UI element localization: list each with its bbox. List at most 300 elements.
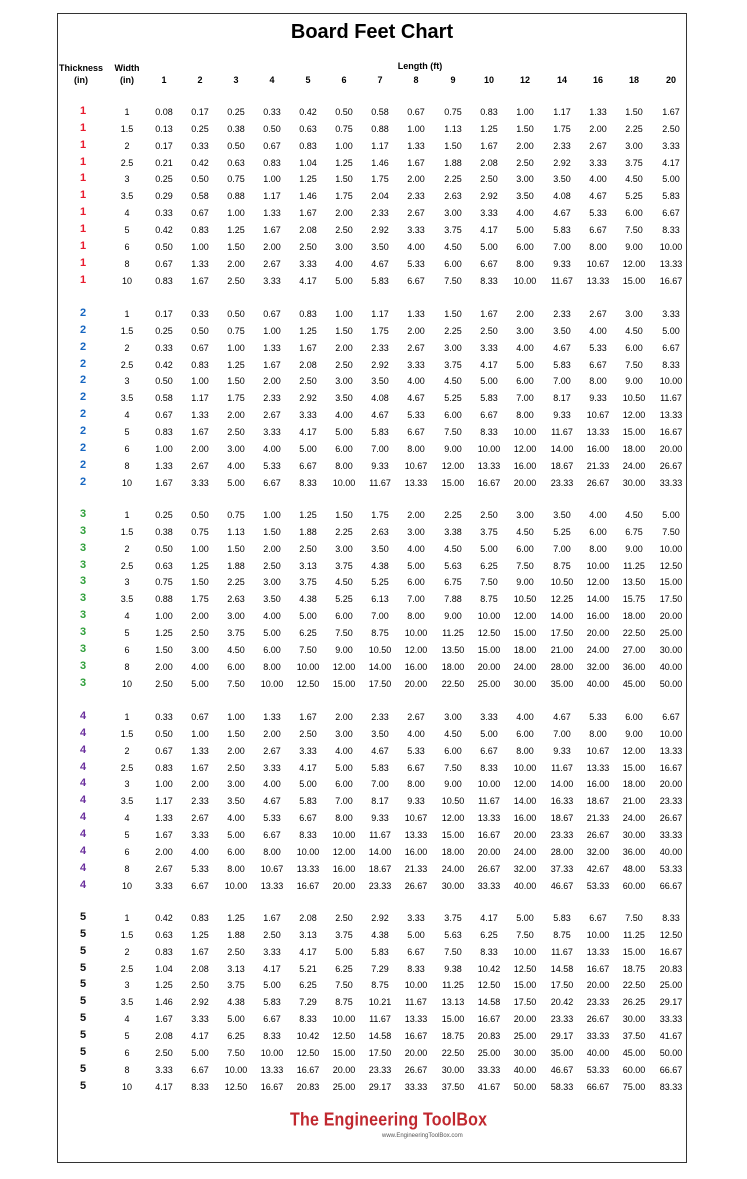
board-feet-value: 16.00 <box>586 611 610 622</box>
board-feet-value: 1.67 <box>662 107 680 117</box>
width-cell: 6 <box>124 443 130 454</box>
board-feet-value: 35.00 <box>550 1047 574 1058</box>
width-cell: 5 <box>124 224 130 235</box>
board-feet-value: 2.00 <box>407 174 425 185</box>
board-feet-value: 6.25 <box>480 560 498 571</box>
board-feet-value: 17.50 <box>368 678 392 689</box>
board-feet-value: 10.67 <box>586 410 610 421</box>
board-feet-value: 0.13 <box>155 123 173 134</box>
board-feet-value: 0.75 <box>155 577 173 588</box>
board-feet-value: 12.00 <box>404 644 428 655</box>
board-feet-value: 2.25 <box>444 174 462 185</box>
board-feet-value: 0.25 <box>155 325 173 336</box>
board-feet-value: 2.50 <box>227 946 245 957</box>
board-feet-value: 3.00 <box>191 644 209 655</box>
board-feet-value: 6.00 <box>227 661 245 672</box>
board-feet-value: 10.00 <box>659 543 683 554</box>
board-feet-value: 10.00 <box>513 762 537 773</box>
board-feet-value: 3.00 <box>516 174 534 185</box>
board-feet-value: 1.67 <box>407 157 425 168</box>
board-feet-value: 1.33 <box>155 813 173 824</box>
board-feet-value: 3.33 <box>155 880 173 891</box>
thickness-cell: 4 <box>79 794 87 807</box>
board-feet-value: 2.33 <box>263 393 281 404</box>
thickness-cell: 2 <box>79 441 87 454</box>
board-feet-value: 2.08 <box>155 1030 173 1041</box>
board-feet-value: 3.33 <box>263 426 281 437</box>
board-feet-value: 3.13 <box>227 963 245 974</box>
board-feet-value: 3.33 <box>589 157 607 168</box>
board-feet-value: 3.50 <box>516 191 534 202</box>
board-feet-value: 8.00 <box>407 611 425 622</box>
board-feet-value: 23.33 <box>368 880 392 891</box>
board-feet-value: 4.50 <box>516 526 534 537</box>
board-feet-value: 4.17 <box>299 762 317 773</box>
board-feet-value: 6.67 <box>589 359 607 370</box>
board-feet-value: 5.25 <box>371 577 389 588</box>
width-cell: 1.5 <box>120 728 134 739</box>
board-feet-value: 5.00 <box>227 829 245 840</box>
width-cell: 5 <box>124 426 130 437</box>
board-feet-value: 15.00 <box>659 577 683 588</box>
board-feet-value: 13.33 <box>477 460 501 471</box>
board-feet-value: 4.50 <box>444 376 462 387</box>
board-feet-value: 40.00 <box>513 1064 537 1075</box>
board-feet-value: 18.00 <box>441 846 465 857</box>
width-cell: 10 <box>121 1081 132 1092</box>
width-cell: 2 <box>124 140 130 151</box>
board-feet-value: 10.00 <box>260 678 284 689</box>
board-feet-value: 0.50 <box>227 140 245 151</box>
board-feet-value: 1.50 <box>263 526 281 537</box>
board-feet-value: 2.25 <box>335 526 353 537</box>
board-feet-value: 3.75 <box>444 224 462 235</box>
board-feet-value: 0.83 <box>191 359 209 370</box>
board-feet-value: 4.00 <box>589 510 607 520</box>
board-feet-value: 58.33 <box>550 1081 574 1092</box>
length-col-header: 9 <box>450 75 456 85</box>
board-feet-value: 8.00 <box>589 543 607 554</box>
board-feet-value: 8.33 <box>662 359 680 370</box>
board-feet-value: 33.33 <box>659 1014 683 1025</box>
board-feet-value: 15.00 <box>513 627 537 638</box>
board-feet-value: 18.67 <box>368 863 392 874</box>
board-feet-value: 21.33 <box>404 863 428 874</box>
board-feet-value: 6.25 <box>299 980 317 991</box>
board-feet-value: 6.67 <box>589 913 607 923</box>
board-feet-value: 4.67 <box>371 745 389 756</box>
board-feet-value: 1.67 <box>191 426 209 437</box>
board-feet-value: 12.50 <box>659 929 683 940</box>
board-feet-value: 6.00 <box>625 208 643 219</box>
board-feet-value: 0.75 <box>227 325 245 336</box>
board-feet-value: 2.00 <box>191 779 209 790</box>
board-feet-value: 5.00 <box>299 779 317 790</box>
board-feet-value: 1.00 <box>263 325 281 336</box>
board-feet-value: 41.67 <box>477 1081 501 1092</box>
board-feet-value: 2.08 <box>191 963 209 974</box>
board-feet-value: 30.00 <box>513 1047 537 1058</box>
board-feet-value: 1.67 <box>191 275 209 286</box>
board-feet-value: 7.50 <box>625 359 643 370</box>
board-feet-value: 4.50 <box>227 644 245 655</box>
thickness-cell: 4 <box>79 710 87 722</box>
board-feet-value: 1.67 <box>299 342 317 353</box>
board-feet-value: 20.00 <box>586 980 610 991</box>
board-feet-value: 50.00 <box>659 678 683 689</box>
board-feet-value: 11.67 <box>369 477 391 488</box>
board-feet-value: 4.17 <box>480 913 498 923</box>
board-feet-value: 5.83 <box>553 359 571 370</box>
brand-url: www.EngineeringToolBox.com <box>382 1133 463 1139</box>
board-feet-value: 1.33 <box>589 107 607 117</box>
board-feet-value: 16.67 <box>260 1081 284 1092</box>
board-feet-value: 8.75 <box>553 560 571 571</box>
board-feet-value: 10.67 <box>586 745 610 756</box>
board-feet-value: 4.00 <box>407 728 425 739</box>
thickness-cell: 3 <box>79 642 87 655</box>
board-feet-value: 24.00 <box>622 813 646 824</box>
width-cell: 8 <box>124 863 130 874</box>
board-feet-value: 6.25 <box>480 929 498 940</box>
board-feet-value: 1.13 <box>227 526 245 537</box>
length-col-header: 2 <box>197 75 203 85</box>
board-feet-value: 2.33 <box>371 208 389 219</box>
board-feet-value: 2.67 <box>589 309 607 319</box>
thickness-cell: 4 <box>79 777 87 790</box>
board-feet-value: 1.67 <box>299 208 317 219</box>
board-feet-value: 1.17 <box>191 393 209 404</box>
board-feet-value: 1.50 <box>191 577 209 588</box>
board-feet-value: 18.00 <box>622 779 646 790</box>
board-feet-value: 7.88 <box>444 594 462 605</box>
board-feet-value: 1.46 <box>299 191 317 202</box>
board-feet-value: 40.00 <box>659 661 683 672</box>
board-feet-value: 6.13 <box>371 594 389 605</box>
board-feet-value: 5.25 <box>444 393 462 404</box>
board-feet-value: 0.67 <box>263 309 281 319</box>
width-cell: 3.5 <box>120 997 134 1008</box>
board-feet-value: 30.00 <box>659 644 683 655</box>
board-feet-value: 12.25 <box>550 594 574 605</box>
board-feet-value: 0.75 <box>191 526 209 537</box>
board-feet-value: 3.75 <box>480 526 498 537</box>
board-feet-value: 3.75 <box>444 359 462 370</box>
board-feet-value: 10.00 <box>296 846 320 857</box>
thickness-cell: 3 <box>79 541 87 554</box>
thickness-cell: 3 <box>79 508 87 520</box>
board-feet-value: 5.33 <box>407 410 425 421</box>
board-feet-value: 4.17 <box>191 1030 209 1041</box>
board-feet-value: 2.50 <box>299 543 317 554</box>
board-feet-value: 5.83 <box>553 224 571 235</box>
board-feet-value: 1.50 <box>227 376 245 387</box>
thickness-cell: 2 <box>79 357 87 370</box>
board-feet-value: 40.00 <box>586 678 610 689</box>
width-cell: 1.5 <box>120 929 134 940</box>
board-feet-value: 2.92 <box>371 359 389 370</box>
board-feet-value: 26.25 <box>622 997 646 1008</box>
width-cell: 3.5 <box>120 594 134 605</box>
board-feet-value: 3.50 <box>227 796 245 807</box>
board-feet-value: 5.00 <box>263 627 281 638</box>
board-feet-value: 7.00 <box>335 796 353 807</box>
board-feet-value: 0.33 <box>155 208 173 219</box>
board-feet-value: 12.50 <box>296 1047 320 1058</box>
board-feet-value: 4.00 <box>589 174 607 185</box>
board-feet-value: 16.67 <box>586 963 610 974</box>
board-feet-value: 4.17 <box>480 359 498 370</box>
board-feet-value: 20.00 <box>586 627 610 638</box>
board-feet-value: 3.33 <box>480 712 498 722</box>
board-feet-value: 14.00 <box>586 594 610 605</box>
board-feet-value: 5.83 <box>371 762 389 773</box>
board-feet-value: 4.67 <box>589 191 607 202</box>
board-feet-value: 3.50 <box>371 376 389 387</box>
board-feet-value: 12.50 <box>332 1030 356 1041</box>
board-feet-value: 0.50 <box>155 728 173 739</box>
width-cell: 3 <box>124 174 130 185</box>
board-feet-value: 0.58 <box>191 191 209 202</box>
board-feet-value: 11.67 <box>369 829 391 840</box>
width-cell: 8 <box>124 1064 130 1075</box>
board-feet-value: 8.00 <box>227 863 245 874</box>
board-feet-value: 0.83 <box>480 107 498 117</box>
board-feet-value: 1.13 <box>444 123 462 134</box>
board-feet-value: 16.00 <box>586 779 610 790</box>
thickness-cell: 1 <box>79 121 87 134</box>
board-feet-value: 6.67 <box>480 258 498 269</box>
board-feet-value: 0.75 <box>227 510 245 520</box>
board-feet-value: 5.83 <box>299 796 317 807</box>
board-feet-value: 12.00 <box>332 661 356 672</box>
board-feet-value: 3.33 <box>662 309 680 319</box>
board-feet-value: 16.67 <box>404 1030 428 1041</box>
board-feet-value: 1.33 <box>263 342 281 353</box>
width-cell: 6 <box>124 644 130 655</box>
thickness-cell: 3 <box>79 676 87 689</box>
board-feet-value: 1.00 <box>335 140 353 151</box>
board-feet-value: 2.63 <box>444 191 462 202</box>
board-feet-value: 33.33 <box>586 1030 610 1041</box>
board-feet-value: 8.00 <box>516 410 534 421</box>
board-feet-value: 35.00 <box>550 678 574 689</box>
board-feet-value: 40.00 <box>586 1047 610 1058</box>
board-feet-value: 20.00 <box>404 678 428 689</box>
board-feet-value: 15.00 <box>332 1047 356 1058</box>
width-cell: 10 <box>121 275 132 286</box>
board-feet-value: 2.00 <box>516 140 534 151</box>
board-feet-value: 42.67 <box>586 863 610 874</box>
board-feet-value: 5.83 <box>371 946 389 957</box>
board-feet-value: 1.25 <box>191 560 209 571</box>
width-cell: 8 <box>124 661 130 672</box>
board-feet-value: 6.67 <box>407 426 425 437</box>
board-feet-value: 16.67 <box>659 946 683 957</box>
board-feet-value: 15.00 <box>622 275 646 286</box>
board-feet-value: 1.00 <box>516 107 534 117</box>
board-feet-value: 2.04 <box>371 191 389 202</box>
board-feet-value: 5.00 <box>480 728 498 739</box>
board-feet-value: 0.67 <box>191 712 209 722</box>
board-feet-value: 11.67 <box>478 796 500 807</box>
board-feet-value: 4.17 <box>299 275 317 286</box>
board-feet-value: 2.50 <box>155 678 173 689</box>
board-feet-value: 7.00 <box>407 594 425 605</box>
board-feet-value: 1.00 <box>227 208 245 219</box>
length-col-header: 8 <box>413 75 419 85</box>
board-feet-value: 0.83 <box>155 946 173 957</box>
board-feet-value: 8.00 <box>516 745 534 756</box>
board-feet-value: 11.67 <box>551 762 573 773</box>
board-feet-value: 9.00 <box>516 577 534 588</box>
board-feet-value: 16.00 <box>332 863 356 874</box>
board-feet-value: 0.67 <box>155 745 173 756</box>
board-feet-value: 1.88 <box>227 560 245 571</box>
board-feet-value: 2.00 <box>335 712 353 722</box>
board-feet-value: 53.33 <box>659 863 683 874</box>
length-col-header: 7 <box>377 75 383 85</box>
board-feet-value: 1.50 <box>335 510 353 520</box>
board-feet-value: 3.50 <box>371 241 389 252</box>
board-feet-value: 10.50 <box>550 577 574 588</box>
board-feet-value: 2.50 <box>335 359 353 370</box>
board-feet-value: 17.50 <box>513 997 537 1008</box>
board-feet-value: 4.17 <box>299 426 317 437</box>
board-feet-value: 16.00 <box>404 661 428 672</box>
board-feet-value: 1.50 <box>516 123 534 134</box>
board-feet-value: 20.00 <box>659 611 683 622</box>
board-feet-value: 9.00 <box>625 241 643 252</box>
thickness-cell: 2 <box>79 307 87 319</box>
board-feet-value: 6.75 <box>444 577 462 588</box>
board-feet-value: 7.00 <box>553 376 571 387</box>
board-feet-value: 2.08 <box>299 913 317 923</box>
board-feet-value: 6.00 <box>516 376 534 387</box>
board-feet-value: 11.25 <box>623 560 645 571</box>
board-feet-value: 13.33 <box>404 477 428 488</box>
thickness-header-unit: (in) <box>74 75 88 85</box>
board-feet-value: 7.50 <box>662 526 680 537</box>
board-feet-value: 2.00 <box>227 258 245 269</box>
board-feet-value: 3.50 <box>263 594 281 605</box>
board-feet-value: 1.67 <box>191 762 209 773</box>
board-feet-value: 7.50 <box>227 678 245 689</box>
board-feet-value: 6.25 <box>227 1030 245 1041</box>
board-feet-value: 9.33 <box>371 460 389 471</box>
board-feet-value: 4.00 <box>516 712 534 722</box>
board-feet-value: 6.67 <box>480 745 498 756</box>
board-feet-value: 1.04 <box>299 157 317 168</box>
board-feet-value: 3.33 <box>480 342 498 353</box>
board-feet-value: 1.75 <box>371 325 389 336</box>
board-feet-value: 26.67 <box>586 1014 610 1025</box>
board-feet-value: 20.83 <box>659 963 683 974</box>
board-feet-value: 8.00 <box>263 661 281 672</box>
board-feet-value: 2.50 <box>227 762 245 773</box>
board-feet-value: 0.67 <box>155 258 173 269</box>
board-feet-value: 0.42 <box>155 359 173 370</box>
board-feet-value: 2.92 <box>371 224 389 235</box>
board-feet-value: 3.00 <box>227 443 245 454</box>
board-feet-value: 7.00 <box>553 241 571 252</box>
board-feet-value: 16.67 <box>477 1014 501 1025</box>
board-feet-value: 3.00 <box>625 309 643 319</box>
board-feet-value: 0.38 <box>155 526 173 537</box>
board-feet-value: 3.33 <box>263 946 281 957</box>
board-feet-value: 7.50 <box>227 1047 245 1058</box>
board-feet-value: 2.00 <box>263 241 281 252</box>
board-feet-value: 5.00 <box>662 174 680 185</box>
board-feet-value: 13.33 <box>586 275 610 286</box>
board-feet-value: 8.00 <box>407 779 425 790</box>
board-feet-value: 2.00 <box>155 661 173 672</box>
board-feet-value: 6.00 <box>227 846 245 857</box>
board-feet-value: 1.33 <box>263 208 281 219</box>
board-feet-value: 6.67 <box>589 224 607 235</box>
board-feet-value: 29.17 <box>659 997 683 1008</box>
board-feet-value: 1.67 <box>299 712 317 722</box>
width-cell: 1.5 <box>120 325 134 336</box>
board-feet-value: 16.67 <box>296 1064 320 1075</box>
board-feet-value: 1.50 <box>335 325 353 336</box>
board-feet-value: 18.75 <box>622 963 646 974</box>
thickness-cell: 2 <box>79 458 87 471</box>
board-feet-value: 2.50 <box>263 929 281 940</box>
board-feet-value: 10.00 <box>659 241 683 252</box>
board-feet-value: 6.25 <box>299 627 317 638</box>
board-feet-value: 50.00 <box>659 1047 683 1058</box>
board-feet-value: 2.67 <box>263 745 281 756</box>
board-feet-value: 6.67 <box>662 208 680 219</box>
board-feet-value: 10.00 <box>477 443 501 454</box>
board-feet-value: 3.50 <box>553 174 571 185</box>
board-feet-value: 29.17 <box>368 1081 392 1092</box>
board-feet-value: 1.25 <box>155 980 173 991</box>
board-feet-value: 11.25 <box>442 627 464 638</box>
board-feet-value: 1.75 <box>191 594 209 605</box>
board-feet-value: 7.00 <box>553 728 571 739</box>
board-feet-value: 7.00 <box>553 543 571 554</box>
board-feet-value: 1.75 <box>227 393 245 404</box>
board-feet-value: 1.67 <box>155 477 173 488</box>
board-feet-value: 1.50 <box>335 174 353 185</box>
board-feet-value: 7.50 <box>335 980 353 991</box>
board-feet-value: 30.00 <box>622 829 646 840</box>
width-cell: 10 <box>121 477 132 488</box>
board-feet-value: 2.50 <box>662 123 680 134</box>
board-feet-value: 24.00 <box>513 661 537 672</box>
board-feet-value: 12.00 <box>513 779 537 790</box>
width-cell: 2 <box>124 946 130 957</box>
board-feet-value: 3.00 <box>335 241 353 252</box>
board-feet-value: 37.50 <box>622 1030 646 1041</box>
board-feet-value: 1.00 <box>155 779 173 790</box>
board-feet-value: 1.67 <box>263 913 281 923</box>
board-feet-value: 46.67 <box>550 880 574 891</box>
width-cell: 2.5 <box>120 157 134 168</box>
thickness-cell: 5 <box>79 1012 87 1025</box>
board-feet-value: 2.08 <box>299 224 317 235</box>
board-feet-value: 15.75 <box>622 594 646 605</box>
board-feet-value: 2.67 <box>263 258 281 269</box>
board-feet-value: 16.67 <box>659 426 683 437</box>
board-feet-value: 3.75 <box>444 913 462 923</box>
board-feet-value: 5.00 <box>516 224 534 235</box>
length-col-header: 6 <box>341 75 347 85</box>
board-feet-value: 4.17 <box>480 224 498 235</box>
board-feet-value: 0.83 <box>299 140 317 151</box>
